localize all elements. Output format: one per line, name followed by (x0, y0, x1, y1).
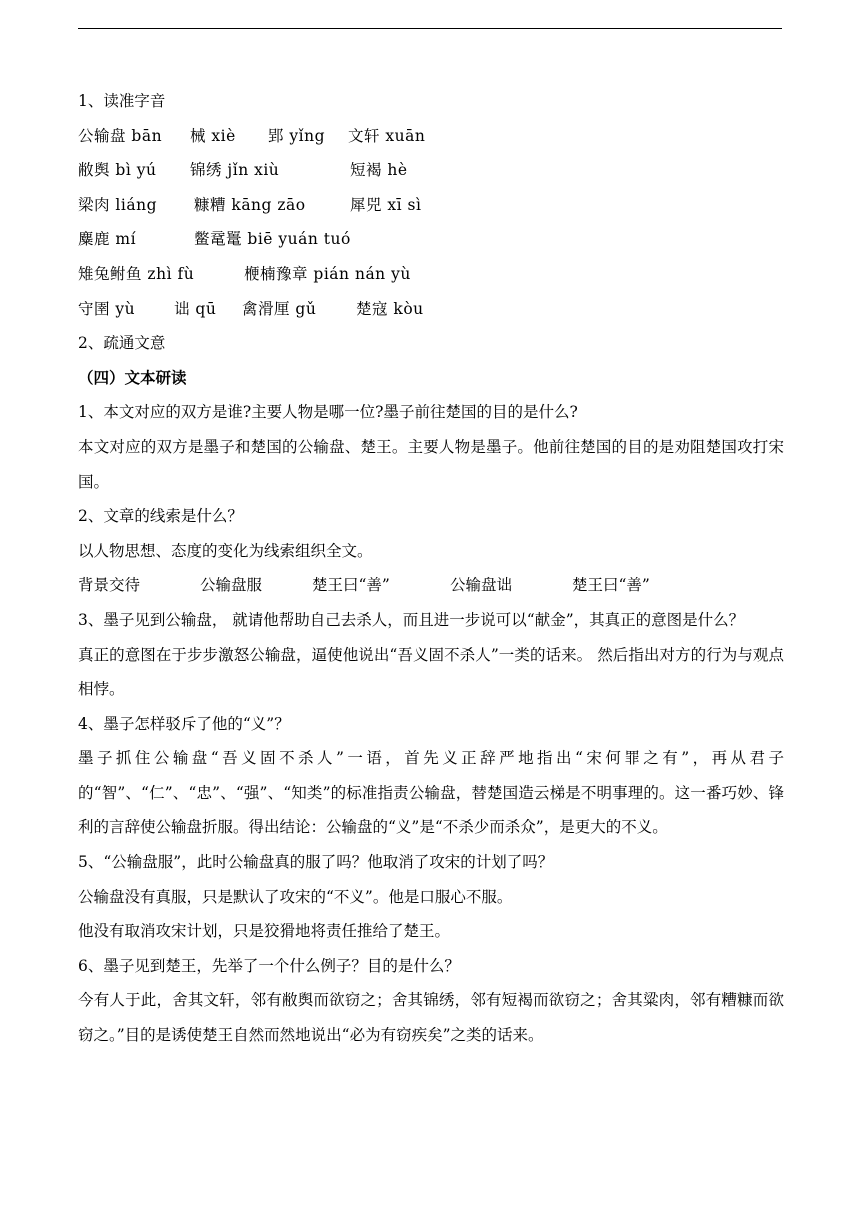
pronunciation-row (78, 188, 784, 223)
pron-item: 公输盘 bān (78, 126, 163, 145)
answer-6: 今有人于此，舍其文轩，邻有敝舆而欲窃之；舍其锦绣，邻有短褐而欲窃之；舍其粱肉，邻有糟糠而欲窃之。”目的是诱使楚王自然而然地说出“必为有窃疾矣”之类的话来。 (78, 991, 784, 1045)
document-body (78, 84, 784, 1053)
pron-item: 禽滑厘 gǔ (242, 299, 317, 318)
question-6: 6、墨子见到楚王，先举了一个什么例子？目的是什么？ (78, 956, 460, 975)
flow-step: 楚王曰“善” (572, 576, 650, 595)
flow-step: 楚王曰“善” (312, 576, 390, 595)
section-title-text-study: （四）文本研读 (78, 367, 187, 387)
question-3: 3、墨子见到公输盘， 就请他帮助自己去杀人，而且进一步说可以“献金”，其真正的意图是什么？ (78, 610, 745, 629)
pron-item: 梁肉 liáng (78, 195, 157, 214)
question-5: 5、“公输盘服”，此时公输盘真的服了吗？他取消了攻宋的计划了吗？ (78, 853, 554, 872)
pron-item: 麋鹿 mí (78, 230, 137, 249)
section-title-pronunciation: 1、读准字音 (78, 92, 166, 110)
pron-item: 糠糟 kāng zāo (194, 195, 306, 214)
answer-5a: 公输盘没有真服，只是默认了攻宋的“不义”。他是口服心不服。 (78, 887, 513, 906)
section-title-meaning: 2、疏通文意 (78, 334, 166, 353)
answer-5b: 他没有取消攻宋计划，只是狡猾地将责任推给了楚王。 (78, 922, 451, 941)
pronunciation-row (78, 292, 784, 327)
pron-item: 犀兕 xī sì (350, 195, 422, 214)
flow-step: 公输盘诎 (450, 576, 513, 595)
pron-item: 雉兔鲋鱼 zhì fù (78, 264, 195, 283)
pronunciation-row (78, 153, 784, 188)
flow-step: 背景交待 (78, 576, 141, 595)
pron-item: 短褐 hè (350, 161, 408, 180)
pron-item: 诎 qū (174, 299, 217, 318)
pron-item: 楩楠豫章 pián nán yù (244, 264, 411, 283)
answer-4: 墨子抓住公输盘“吾义固不杀人”一语，首先义正辞严地指出“宋何罪之有”，再从君子的“智”、“仁”、“忠”、“强”、“知类”的标准指责公输盘，替楚国造云梯是不明事理的。这一番巧妙、锋利的言辞使公输盘折服。得出结论：公输盘的“义”是“不杀少而杀众”，是更大的不义。 (78, 749, 784, 837)
pron-item: 文轩 xuān (348, 126, 426, 145)
answer-1: 本文对应的双方是墨子和楚国的公输盘、楚王。主要人物是墨子。他前往楚国的目的是劝阻楚国攻打宋国。 (78, 437, 784, 491)
pron-item: 守圉 yù (78, 299, 136, 318)
question-2: 2、文章的线索是什么？ (78, 507, 243, 526)
answer-3: 真正的意图在于步步激怒公输盘，逼使他说出“吾义固不杀人”一类的话来。 然后指出对方的行为与观点相悖。 (78, 645, 784, 699)
pron-item: 械 xiè (190, 126, 236, 145)
pron-item: 敝舆 bì yú (78, 161, 157, 180)
pronunciation-row (78, 222, 784, 257)
pron-item: 郢 yǐng (268, 126, 326, 145)
question-1: 1、本文对应的双方是谁?主要人物是哪一位?墨子前往楚国的目的是什么? (78, 403, 578, 422)
clue-flow (78, 568, 784, 603)
answer-2: 以人物思想、态度的变化为线索组织全文。 (78, 541, 373, 560)
pron-item: 楚寇 kòu (356, 299, 424, 318)
flow-step: 公输盘服 (200, 576, 263, 595)
pron-item: 鳖鼋鼍 biē yuán tuó (194, 230, 351, 249)
pronunciation-row (78, 257, 784, 292)
question-4: 4、墨子怎样驳斥了他的“义”？ (78, 714, 290, 733)
pronunciation-row (78, 119, 784, 154)
header-rule (78, 28, 782, 29)
pron-item: 锦绣 jǐn xiù (190, 161, 280, 180)
